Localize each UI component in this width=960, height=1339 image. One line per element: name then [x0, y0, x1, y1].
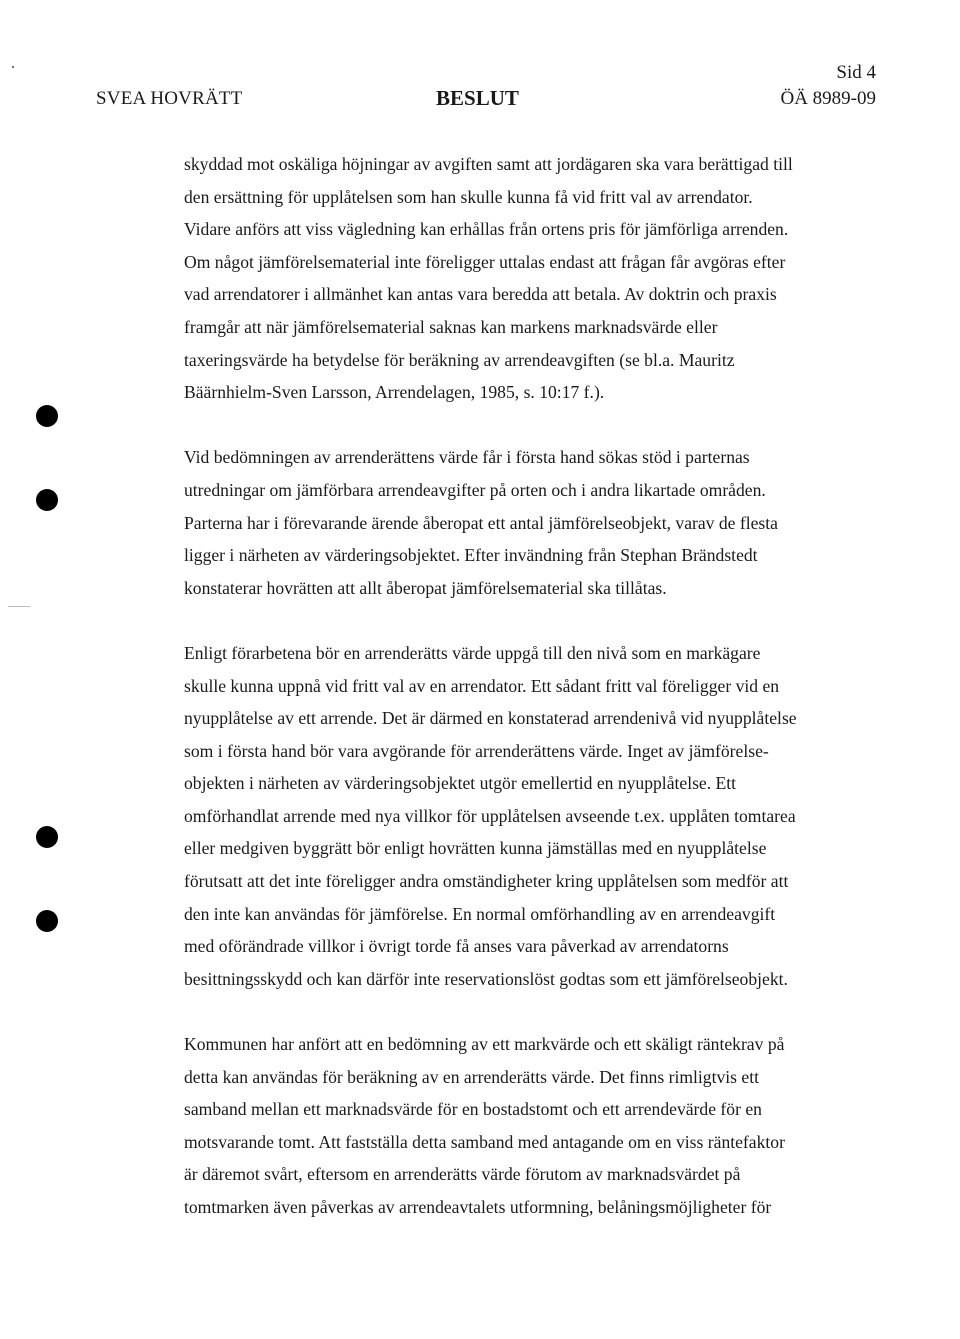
text-line: framgår att när jämförelsematerial saknas kan markens marknadsvärde eller	[184, 316, 718, 337]
text-line: är däremot svårt, eftersom en arrenderätts värde förutom av marknadsvärdet på	[184, 1164, 741, 1185]
text-line: den inte kan användas för jämförelse. En normal omförhandling av en arrendeavgift	[184, 903, 776, 924]
binder-hole-mark	[36, 405, 58, 427]
text-line: omförhandlat arrende med nya villkor för upplåtelsen avseende t.ex. upplåten tomtarea	[184, 805, 796, 826]
text-line: tomtmarken även påverkas av arrendeavtalets utformning, belåningsmöjligheter för	[184, 1197, 772, 1217]
text-line: nyupplåtelse av ett arrende. Det är därmed en konstaterad arrendenivå vid nyupplåtelse	[184, 708, 797, 729]
text-line: Enligt förarbetena bör en arrenderätts värde uppgå till den nivå som en markägare	[184, 642, 761, 663]
text-line: konstaterar hovrätten att allt åberopat jämförelsematerial ska tillåtas.	[184, 577, 667, 598]
text-line: den ersättning för upplåtelsen som han skulle kunna få vid fritt val av arrendator.	[184, 186, 753, 207]
text-line: samband mellan ett marknadsvärde för en bostadstomt och ett arrendevärde för en	[184, 1099, 762, 1120]
paragraph	[184, 148, 864, 409]
text-line: vad arrendatorer i allmänhet kan antas vara beredda att betala. Av doktrin och praxis	[184, 284, 777, 305]
text-line: Vid bedömningen av arrenderättens värde får i första hand sökas stöd i parternas	[184, 447, 750, 468]
text-line: utredningar om jämförbara arrendeavgifter på orten och i andra likartade områden.	[184, 479, 766, 500]
text-line: detta kan användas för beräkning av en arrenderätts värde. Det finns rimligtvis ett	[184, 1066, 760, 1087]
text-line: ligger i närheten av värderingsobjektet. Efter invändning från Stephan Brändstedt	[184, 545, 758, 566]
text-line: skulle kunna uppnå vid fritt val av en arrendator. Ett sådant fritt val föreligger vid en	[184, 675, 780, 696]
text-line: eller medgiven byggrätt bör enligt hovrätten kunna jämställas med en nyupplåtelse	[184, 838, 767, 859]
scan-speck	[8, 606, 30, 607]
text-line: taxeringsvärde ha betydelse för beräkning av arrendeavgiften (se bl.a. Mauritz	[184, 349, 735, 370]
text-line: Kommunen har anfört att en bedömning av ett markvärde och ett skäligt räntekrav på	[184, 1034, 785, 1055]
text-line: som i första hand bör vara avgörande för arrenderättens värde. Inget av jämförelse-	[184, 740, 769, 761]
binder-hole-mark	[36, 826, 58, 848]
court-name: SVEA HOVRÄTT	[96, 88, 243, 109]
text-line: Bäärnhielm-Sven Larsson, Arrendelagen, 1985, s. 10:17 f.).	[184, 382, 605, 403]
document-title: BESLUT	[436, 86, 519, 110]
paragraph	[184, 1028, 864, 1224]
text-line: förutsatt att det inte föreligger andra omständigheter kring upplåtelsen som medför att	[184, 871, 789, 892]
text-line: Vidare anförs att viss vägledning kan erhållas från ortens pris för jämförliga arrenden.	[184, 219, 789, 240]
text-line: Om något jämförelsematerial inte föreligger uttalas endast att frågan får avgöras efter	[184, 251, 786, 272]
scan-speck	[12, 66, 14, 68]
page-number: Sid 4	[836, 62, 876, 83]
case-number: ÖÄ 8989-09	[780, 88, 876, 109]
binder-hole-mark	[36, 910, 58, 932]
document-body	[184, 148, 864, 1224]
text-line: motsvarande tomt. Att fastställa detta samband med antagande om en viss räntefaktor	[184, 1131, 785, 1152]
text-line: Parterna har i förevarande ärende åberopat ett antal jämförelseobjekt, varav de flesta	[184, 512, 778, 533]
paragraph	[184, 441, 864, 604]
text-line: med oförändrade villkor i övrigt torde få anses vara påverkad av arrendatorns	[184, 936, 729, 957]
paragraph	[184, 637, 864, 996]
text-line: besittningsskydd och kan därför inte reservationslöst godtas som ett jämförelseobjekt.	[184, 968, 788, 989]
binder-hole-mark	[36, 489, 58, 511]
text-line: objekten i närheten av värderingsobjektet utgör emellertid en nyupplåtelse. Ett	[184, 773, 737, 794]
text-line: skyddad mot oskäliga höjningar av avgiften samt att jordägaren ska vara berättigad till	[184, 154, 793, 174]
